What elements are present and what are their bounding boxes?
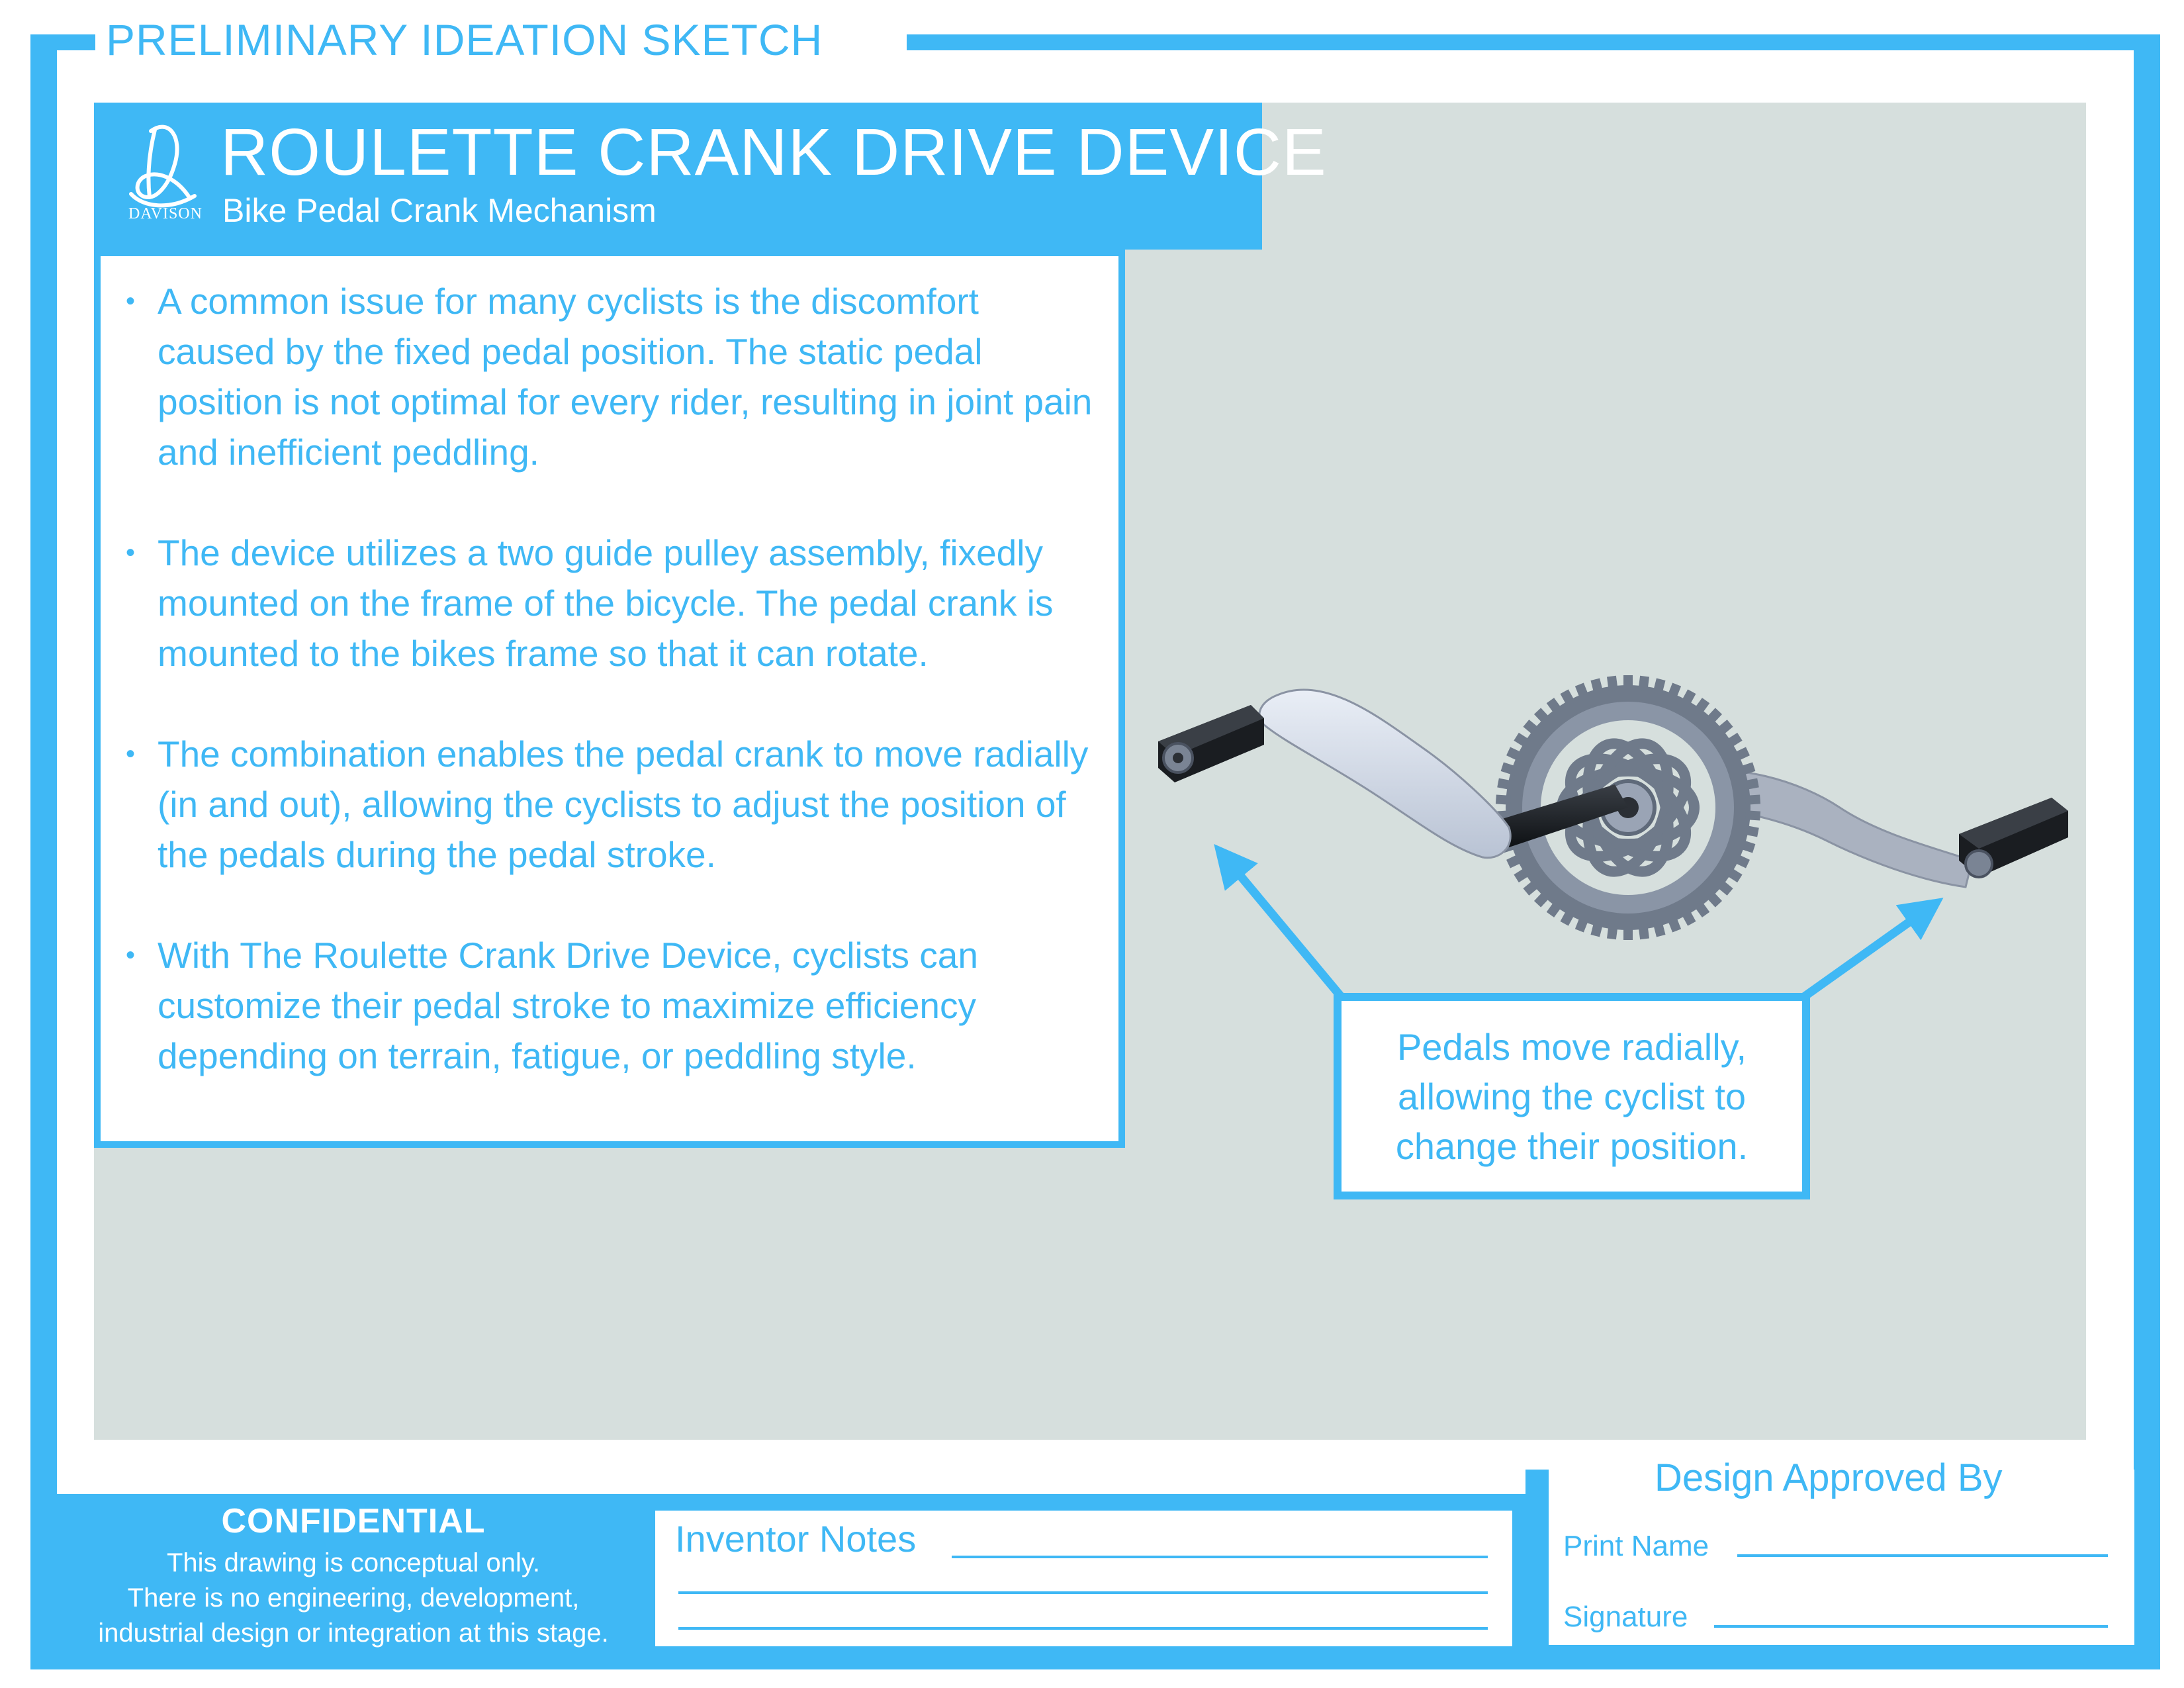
logo-wordmark: DAVISON xyxy=(128,205,203,222)
frame-border-right xyxy=(2134,34,2160,1669)
print-name-field[interactable] xyxy=(1737,1554,2108,1557)
sheet-label: PRELIMINARY IDEATION SKETCH xyxy=(106,15,823,64)
pedal-left xyxy=(1158,705,1264,782)
confidential-line: There is no engineering, development, xyxy=(127,1583,580,1613)
approval-title: Design Approved By xyxy=(1655,1456,2003,1499)
pedal-right xyxy=(1959,798,2068,877)
signature-label: Signature xyxy=(1563,1601,1688,1633)
crank-arm-left xyxy=(1259,690,1510,858)
inventor-notes-line[interactable] xyxy=(678,1627,1488,1630)
signature-field[interactable] xyxy=(1714,1625,2108,1628)
description-item: • A common issue for many cyclists is the discomfort caused by the fixed pedal position. The static pedal position is not optimal for every rider, resulting in joint pain and inefficient peddling. xyxy=(126,276,1099,477)
page-subtitle: Bike Pedal Crank Mechanism xyxy=(222,192,657,229)
description-item: • The combination enables the pedal crank to move radially (in and out), allowing the cyclists to adjust the position of the pedals during the pedal stroke. xyxy=(126,729,1099,880)
confidential-title: CONFIDENTIAL xyxy=(221,1502,486,1540)
inventor-notes-line[interactable] xyxy=(678,1591,1488,1594)
confidential-body xyxy=(52,1546,655,1651)
inventor-notes-line[interactable] xyxy=(952,1556,1488,1558)
inventor-notes-label: Inventor Notes xyxy=(675,1518,917,1560)
description-item: • The device utilizes a two guide pulley assembly, fixedly mounted on the frame of the bicycle. The pedal crank is mounted to the bikes frame so that it can rotate. xyxy=(126,528,1099,679)
confidential-line: This drawing is conceptual only. xyxy=(167,1548,540,1577)
callout-box xyxy=(1334,993,1810,1199)
approval-strip xyxy=(1525,1470,1552,1655)
page-title: ROULETTE CRANK DRIVE DEVICE xyxy=(220,115,1327,189)
print-name-label: Print Name xyxy=(1563,1530,1709,1562)
confidential-line: industrial design or integration at this stage. xyxy=(98,1618,609,1648)
description-list xyxy=(126,276,1099,1131)
description-item: • With The Roulette Crank Drive Device, cyclists can customize their pedal stroke to maximize efficiency depending on terrain, fatigue, or peddling style. xyxy=(126,930,1099,1081)
frame-border-top-right xyxy=(907,34,2154,50)
description-panel xyxy=(94,250,1125,1148)
crank-illustration xyxy=(1138,609,2091,953)
callout-text: Pedals move radially, allowing the cyclist to change their position. xyxy=(1395,1025,1749,1167)
frame-border-left xyxy=(30,34,57,1669)
